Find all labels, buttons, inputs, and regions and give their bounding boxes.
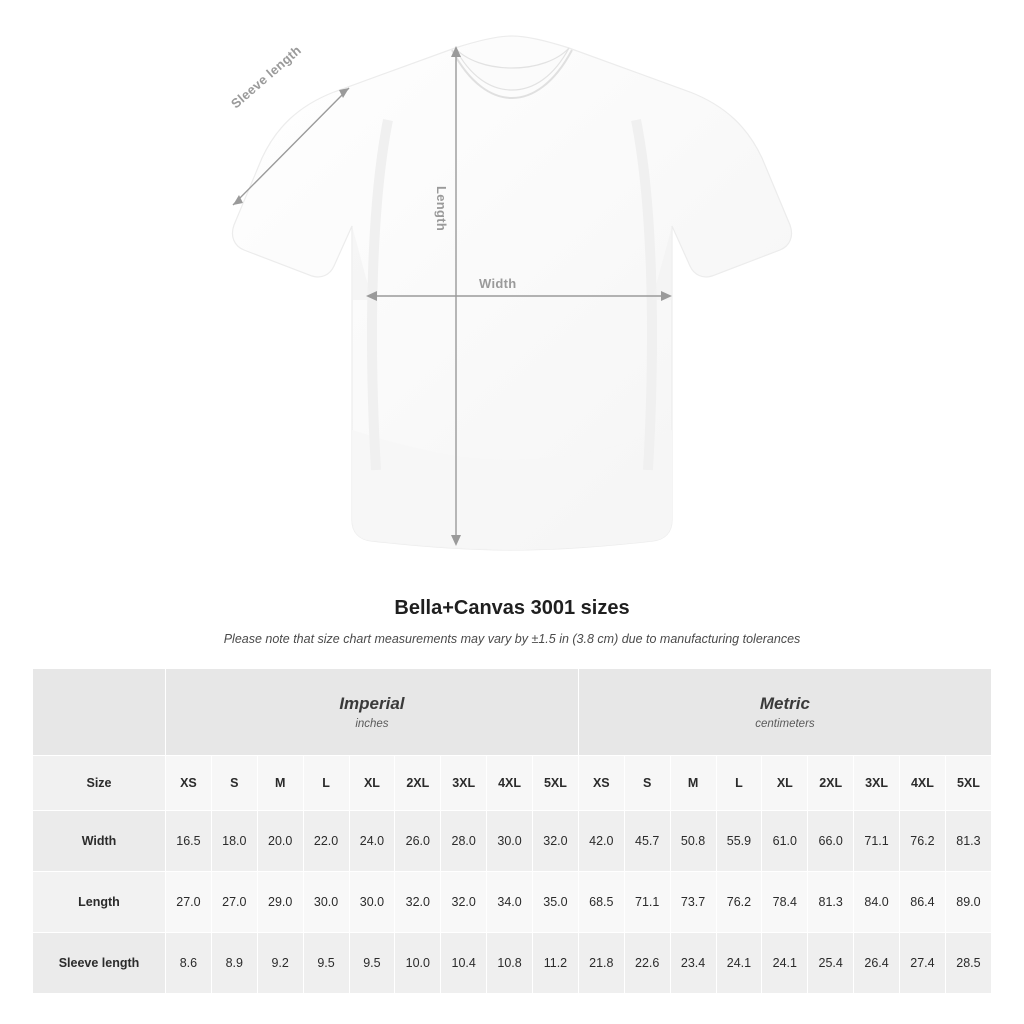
system-imperial-name: Imperial	[339, 694, 405, 713]
system-corner-cell	[33, 669, 166, 756]
cell-value: 81.3	[945, 811, 991, 872]
page-title: Bella+Canvas 3001 sizes	[394, 597, 630, 619]
sleeve-length-label: Sleeve length	[228, 42, 305, 112]
cell-value: 76.2	[900, 811, 946, 872]
cell-value: 30.0	[303, 872, 349, 933]
size-column-header: XL	[762, 756, 808, 811]
cell-value: 66.0	[808, 811, 854, 872]
length-label: Length	[434, 186, 449, 232]
cell-value: 32.0	[441, 872, 487, 933]
system-imperial-cell	[166, 669, 579, 756]
cell-value: 22.0	[303, 811, 349, 872]
cell-value: 78.4	[762, 872, 808, 933]
size-corner-label: Size	[33, 756, 166, 811]
size-column-header: M	[257, 756, 303, 811]
system-imperial-unit: inches	[355, 718, 389, 730]
cell-value: 9.5	[349, 933, 395, 994]
cell-value: 27.4	[900, 933, 946, 994]
cell-value: 68.5	[578, 872, 624, 933]
cell-value: 89.0	[945, 872, 991, 933]
cell-value: 84.0	[854, 872, 900, 933]
cell-value: 35.0	[533, 872, 579, 933]
size-column-header: XL	[349, 756, 395, 811]
cell-value: 22.6	[624, 933, 670, 994]
cell-value: 81.3	[808, 872, 854, 933]
table-row	[33, 933, 992, 994]
size-column-header: M	[670, 756, 716, 811]
size-column-header: 4XL	[487, 756, 533, 811]
size-column-header: 5XL	[945, 756, 991, 811]
cell-value: 50.8	[670, 811, 716, 872]
cell-value: 28.5	[945, 933, 991, 994]
cell-value: 32.0	[395, 872, 441, 933]
row-label-length: Length	[33, 872, 166, 933]
cell-value: 23.4	[670, 933, 716, 994]
size-column-header: 2XL	[395, 756, 441, 811]
size-column-header: 2XL	[808, 756, 854, 811]
cell-value: 24.0	[349, 811, 395, 872]
cell-value: 30.0	[349, 872, 395, 933]
size-column-header: S	[624, 756, 670, 811]
system-metric-unit: centimeters	[755, 718, 815, 730]
cell-value: 25.4	[808, 933, 854, 994]
cell-value: 71.1	[854, 811, 900, 872]
size-header-row	[33, 756, 992, 811]
cell-value: 73.7	[670, 872, 716, 933]
size-chart-table-wrapper	[32, 668, 992, 994]
cell-value: 11.2	[533, 933, 579, 994]
size-column-header: 3XL	[854, 756, 900, 811]
size-column-header: XS	[166, 756, 212, 811]
cell-value: 55.9	[716, 811, 762, 872]
table-row	[33, 811, 992, 872]
cell-value: 45.7	[624, 811, 670, 872]
size-column-header: 3XL	[441, 756, 487, 811]
cell-value: 24.1	[716, 933, 762, 994]
cell-value: 9.5	[303, 933, 349, 994]
cell-value: 24.1	[762, 933, 808, 994]
system-metric-name: Metric	[759, 694, 810, 713]
tolerance-note: Please note that size chart measurements may vary by ±1.5 in (3.8 cm) due to manufacturing tolerances	[223, 632, 801, 646]
cell-value: 27.0	[166, 872, 212, 933]
cell-value: 21.8	[578, 933, 624, 994]
row-label-width: Width	[33, 811, 166, 872]
cell-value: 10.0	[395, 933, 441, 994]
cell-value: 28.0	[441, 811, 487, 872]
cell-value: 29.0	[257, 872, 303, 933]
cell-value: 76.2	[716, 872, 762, 933]
cell-value: 8.9	[211, 933, 257, 994]
cell-value: 8.6	[166, 933, 212, 994]
size-chart-table	[32, 668, 992, 994]
cell-value: 9.2	[257, 933, 303, 994]
size-column-header: S	[211, 756, 257, 811]
size-column-header: 4XL	[900, 756, 946, 811]
size-column-header: 5XL	[533, 756, 579, 811]
cell-value: 16.5	[166, 811, 212, 872]
cell-value: 42.0	[578, 811, 624, 872]
cell-value: 30.0	[487, 811, 533, 872]
system-metric-cell	[578, 669, 991, 756]
width-label: Width	[479, 276, 517, 291]
system-header-row	[33, 669, 992, 756]
cell-value: 27.0	[211, 872, 257, 933]
cell-value: 20.0	[257, 811, 303, 872]
table-row	[33, 872, 992, 933]
row-label-sleeve-length: Sleeve length	[33, 933, 166, 994]
cell-value: 10.4	[441, 933, 487, 994]
cell-value: 34.0	[487, 872, 533, 933]
cell-value: 26.4	[854, 933, 900, 994]
size-column-header: L	[303, 756, 349, 811]
cell-value: 71.1	[624, 872, 670, 933]
cell-value: 86.4	[900, 872, 946, 933]
size-column-header: XS	[578, 756, 624, 811]
cell-value: 10.8	[487, 933, 533, 994]
cell-value: 32.0	[533, 811, 579, 872]
cell-value: 61.0	[762, 811, 808, 872]
cell-value: 26.0	[395, 811, 441, 872]
size-column-header: L	[716, 756, 762, 811]
cell-value: 18.0	[211, 811, 257, 872]
